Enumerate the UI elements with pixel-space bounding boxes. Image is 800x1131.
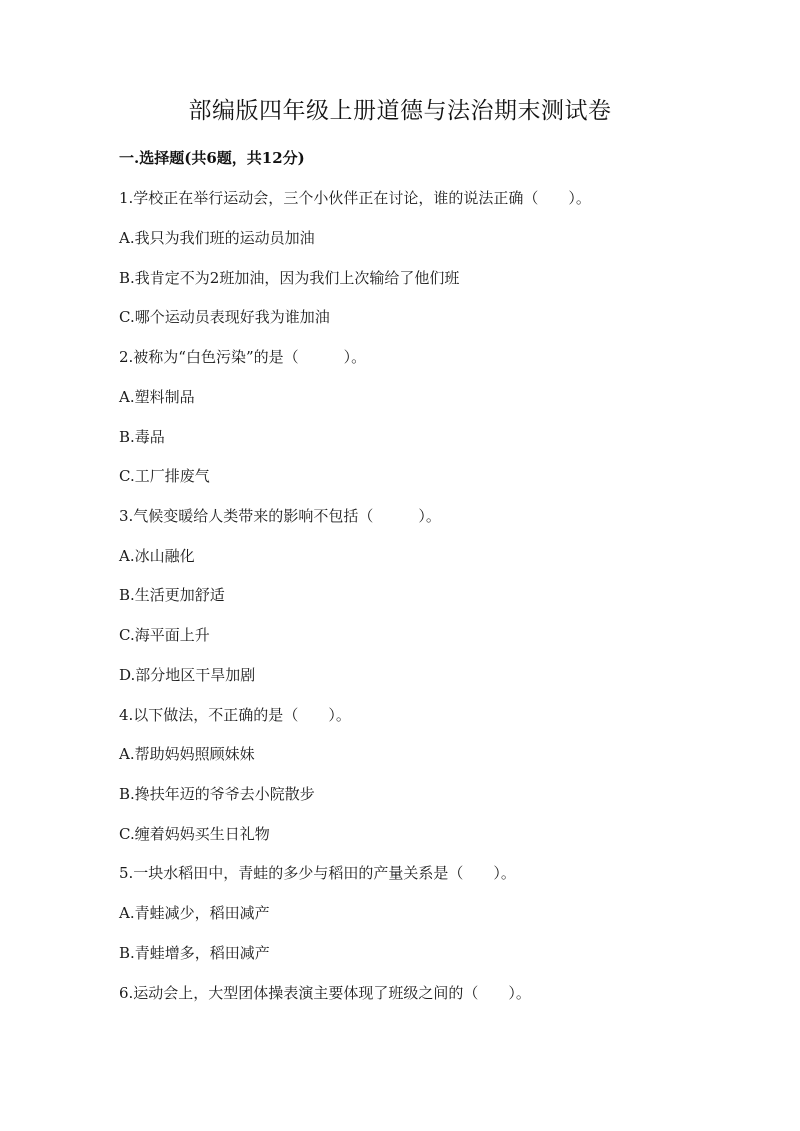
q4-option-b: B.搀扶年迈的爷爷去小院散步 bbox=[119, 785, 315, 803]
q1-option-b: B.我肯定不为2班加油，因为我们上次输给了他们班 bbox=[119, 269, 460, 287]
section-heading: 一.选择题(共6题，共12分) bbox=[119, 149, 305, 167]
q3-option-d: D.部分地区干旱加剧 bbox=[119, 666, 256, 684]
q2-option-b: B.毒品 bbox=[119, 428, 165, 446]
q3-option-a: A.冰山融化 bbox=[119, 547, 195, 565]
question-5: 5.一块水稻田中，青蛙的多少与稻田的产量关系是（ ）。 bbox=[119, 864, 516, 882]
q3-option-c: C.海平面上升 bbox=[119, 626, 210, 644]
question-2: 2.被称为“白色污染”的是（ ）。 bbox=[119, 348, 367, 366]
page-title: 部编版四年级上册道德与法治期末测试卷 bbox=[188, 98, 612, 124]
q4-option-c: C.缠着妈妈买生日礼物 bbox=[119, 825, 270, 843]
q3-option-b: B.生活更加舒适 bbox=[119, 586, 225, 604]
q2-option-a: A.塑料制品 bbox=[119, 388, 195, 406]
q1-option-a: A.我只为我们班的运动员加油 bbox=[119, 229, 315, 247]
q1-option-c: C.哪个运动员表现好我为谁加油 bbox=[119, 308, 330, 326]
question-6: 6.运动会上，大型团体操表演主要体现了班级之间的（ ）。 bbox=[119, 984, 531, 1002]
question-3: 3.气候变暖给人类带来的影响不包括（ ）。 bbox=[119, 507, 441, 525]
question-4: 4.以下做法，不正确的是（ ）。 bbox=[119, 706, 351, 724]
q5-option-a: A.青蛙减少，稻田减产 bbox=[119, 904, 270, 922]
q2-option-c: C.工厂排废气 bbox=[119, 467, 210, 485]
q4-option-a: A.帮助妈妈照顾妹妹 bbox=[119, 745, 255, 763]
q5-option-b: B.青蛙增多，稻田减产 bbox=[119, 944, 270, 962]
question-1: 1.学校正在举行运动会，三个小伙伴正在讨论，谁的说法正确（ ）。 bbox=[119, 189, 591, 207]
